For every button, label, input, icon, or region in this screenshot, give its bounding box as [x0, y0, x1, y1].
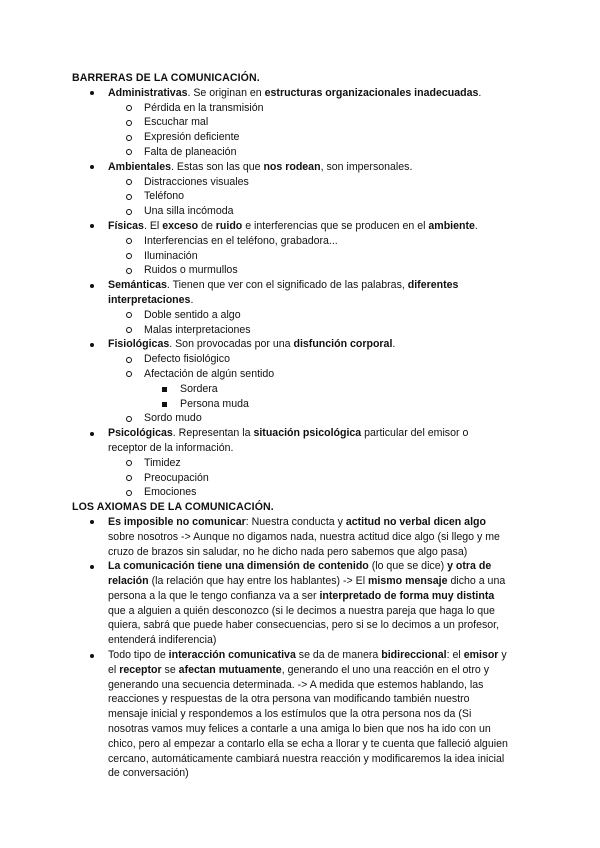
sub-list-item	[108, 263, 508, 278]
sub-list-item	[108, 352, 508, 367]
list-item-text: Sordera	[180, 382, 218, 395]
barrier-item	[72, 278, 508, 337]
barrier-bold-text: Administrativas	[108, 86, 188, 99]
sub-list-item	[108, 485, 508, 500]
axiom-text: (la relación que hay entre los hablantes) -> El	[148, 575, 368, 588]
list-item-text: Sordo mudo	[144, 412, 202, 425]
list-item-text: Persona muda	[180, 397, 249, 410]
barrier-bold-text: Ambientales	[108, 160, 171, 173]
axiom-item	[72, 648, 508, 781]
sub-list-item	[108, 101, 508, 116]
barrier-bold-text: Psicológicas	[108, 427, 173, 440]
barrier-bold-text: Físicas	[108, 219, 144, 232]
axiom-bold-text: bidireccional	[381, 649, 447, 662]
barrier-bold-text: estructuras organizacionales inadecuadas	[264, 86, 479, 99]
barrier-bold-text: Semánticas	[108, 279, 167, 292]
list-item-text: Pérdida en la transmisión	[144, 101, 264, 114]
barrier-item	[72, 160, 508, 219]
barrier-bold-text: exceso	[162, 219, 199, 232]
barrier-text: . Son provocadas por una	[169, 338, 294, 351]
barrier-text: de	[198, 219, 216, 232]
barrier-text: . El	[143, 219, 163, 232]
axiom-bold-text: interpretado de forma muy distinta	[319, 589, 495, 602]
sub-list-item	[108, 115, 508, 130]
sub-list	[108, 308, 508, 338]
sub-list-item	[108, 471, 508, 486]
sub-list-item	[108, 175, 508, 190]
sub-list	[108, 101, 508, 160]
axiom-text: que a alguien a quién desconozco (si le decimos a nuestra pareja que haga lo que quiera, sabrá que puede haber consecuencias, pero si se lo decimos a un profesor, entenderá indiferencia)	[108, 604, 500, 647]
axiom-text: se da de manera	[295, 649, 382, 662]
list-item-text: Emociones	[144, 486, 197, 499]
barrier-text: .	[478, 86, 482, 99]
axiom-bold-text: actitud no verbal dicen algo	[345, 515, 486, 528]
sub-list	[108, 234, 508, 278]
list-item-text: Afectación de algún sentido	[144, 367, 275, 380]
axiom-text: , generando el uno una reacción en el otro y generando una secuencia determinada. -> A medida que estemos hablando, las reacciones y respuestas de la otra persona van modificando también nuestro mensaje inicial y respondemos a los estímulos que la otra persona nos da (Si nosotras vamos muy felices a contarle a una amiga lo bien que nos ha ido con un chico, pero al empezar a contarlo ella se echa a llorar y te cuenta que falleció alguien cercano, automáticamente cambiará nuestra reacción y modificaremos la idea inicial de conversación)	[108, 663, 508, 780]
axiom-text: se	[161, 663, 179, 676]
axiom-text: : Nuestra conducta y	[245, 515, 346, 528]
sub-list	[108, 456, 508, 500]
barrier-bold-text: ambiente	[428, 219, 475, 232]
sub-list-item	[108, 234, 508, 249]
list-item-text: Defecto fisiológico	[144, 353, 230, 366]
list-item-text: Falta de planeación	[144, 145, 237, 158]
barrier-text: particular del emisor o receptor de la información.	[108, 427, 469, 454]
sub-sub-list	[144, 382, 508, 412]
barrier-text: . Representan la	[172, 427, 254, 440]
barrier-item	[72, 337, 508, 426]
list-item-text: Una silla incómoda	[144, 205, 234, 218]
axiom-bold-text: receptor	[119, 663, 162, 676]
axiom-bold-text: mismo mensaje	[368, 575, 448, 588]
list-item-text: Doble sentido a algo	[144, 308, 241, 321]
axiom-bold-text: emisor	[463, 649, 499, 662]
sub-list	[108, 175, 508, 219]
axiom-text: Todo tipo de	[108, 649, 169, 662]
sub-list-item	[108, 130, 508, 145]
barriers-heading: BARRERAS DE LA COMUNICACIÓN.	[72, 72, 260, 84]
sub-list-item	[108, 189, 508, 204]
list-item-text: Timidez	[144, 456, 181, 469]
axiom-item	[72, 515, 508, 559]
sub-list	[108, 352, 508, 426]
barrier-text: . Se originan en	[187, 86, 265, 99]
axiom-bold-text: y otra de relación	[108, 560, 492, 588]
sub-list-item	[108, 323, 508, 338]
sub-sub-list-item	[144, 397, 508, 412]
axiom-bold-text: interacción comunicativa	[168, 649, 296, 662]
barrier-bold-text: Fisiológicas	[108, 338, 170, 351]
barrier-bold-text: situación psicológica	[253, 427, 362, 440]
sub-list-item	[108, 367, 508, 411]
axiom-text: (lo que se dice)	[368, 560, 448, 573]
barrier-text: .	[392, 338, 396, 351]
sub-sub-list-item	[144, 382, 508, 397]
axiom-text: sobre nosotros -> Aunque no digamos nada, nuestra actitud dice algo (si llego y me cruzo de brazos sin saludar, no he dicho nada pero sabemos que algo pasa)	[108, 530, 500, 558]
sub-list-item	[108, 308, 508, 323]
barrier-text: . Tienen que ver con el significado de las palabras,	[166, 279, 408, 292]
sub-list-item	[108, 145, 508, 160]
axiom-item	[72, 559, 508, 648]
barrier-item	[72, 426, 508, 500]
axiom-bold-text: afectan mutuamente	[178, 663, 282, 676]
sub-list-item	[108, 204, 508, 219]
list-item-text: Ruidos o murmullos	[144, 264, 238, 277]
list-item-text: Expresión deficiente	[144, 131, 240, 144]
list-item-text: Iluminación	[144, 249, 198, 262]
barrier-item	[72, 219, 508, 278]
barrier-bold-text: ruido	[215, 219, 243, 232]
barrier-text: .	[190, 293, 194, 306]
list-item-text: Interferencias en el teléfono, grabadora...	[144, 234, 338, 247]
barrier-bold-text: nos rodean	[263, 160, 321, 173]
document-content	[72, 71, 508, 781]
list-item-text: Distracciones visuales	[144, 175, 249, 188]
barrier-text: e interferencias que se producen en el	[242, 219, 429, 232]
barrier-text: , son impersonales.	[320, 160, 413, 173]
list-item-text: Preocupación	[144, 471, 209, 484]
axioms-list	[72, 515, 508, 781]
sub-list-item	[108, 249, 508, 264]
axiom-text: dicho a una persona a la que le tengo confianza va a ser	[108, 575, 506, 602]
sub-list-item	[108, 456, 508, 471]
axiom-bold-text: Es imposible no comunicar	[108, 515, 246, 528]
list-item-text: Escuchar mal	[144, 116, 209, 129]
barrier-bold-text: diferentes interpretaciones	[108, 279, 459, 306]
barrier-item	[72, 86, 508, 160]
barrier-text: . Estas son las que	[171, 160, 264, 173]
axiom-bold-text: La comunicación tiene una dimensión de contenido	[108, 560, 369, 573]
barrier-text: .	[474, 219, 478, 232]
list-item-text: Teléfono	[144, 190, 185, 203]
list-item-text: Malas interpretaciones	[144, 323, 251, 336]
axiom-text: y el	[108, 649, 507, 676]
barriers-list	[72, 86, 508, 500]
barrier-bold-text: disfunción corporal	[293, 338, 393, 351]
sub-list-item	[108, 411, 508, 426]
axiom-text: : el	[446, 649, 464, 662]
axioms-heading: LOS AXIOMAS DE LA COMUNICACIÓN.	[72, 501, 274, 514]
